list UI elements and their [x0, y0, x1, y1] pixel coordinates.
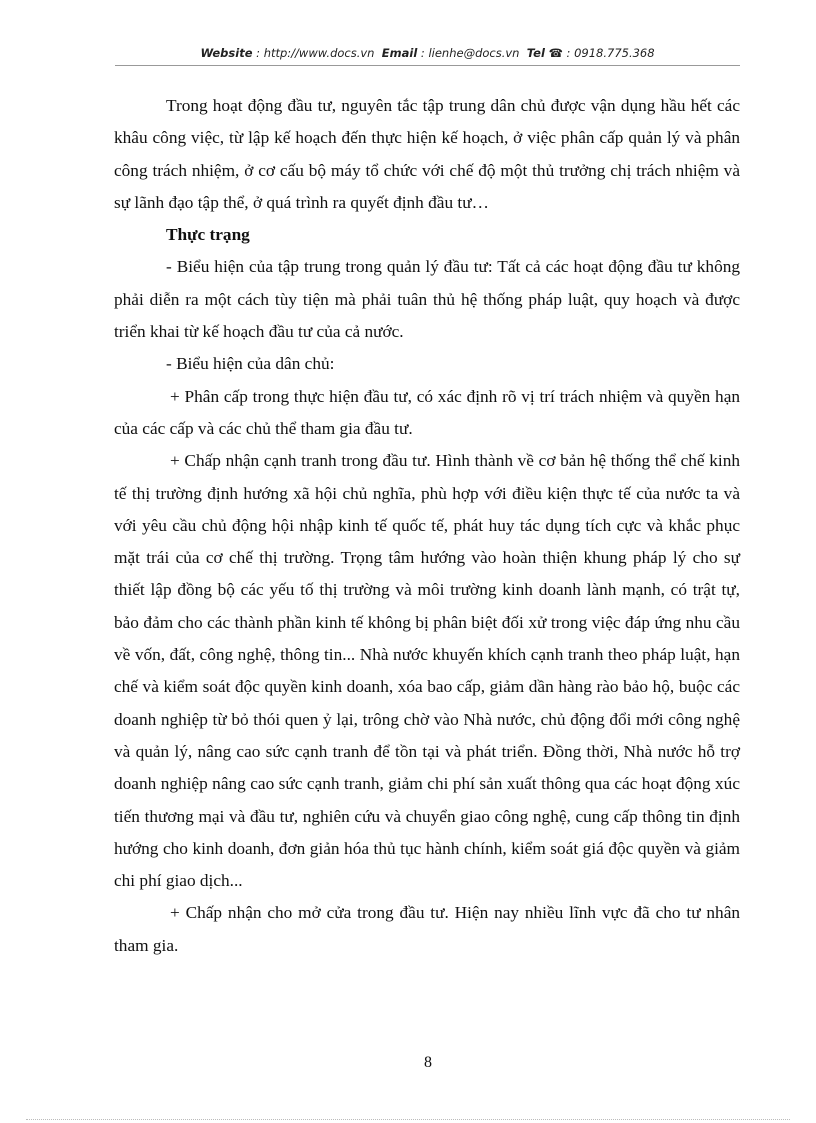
page-header [115, 46, 740, 60]
website-value: : http://www.docs.vn [256, 46, 375, 60]
paragraph-centralization: - Biểu hiện của tập trung trong quản lý đầu tư: Tất cả các hoạt động đầu tư không phải diễn ra một cách tùy tiện mà phải tuân thủ hệ thống pháp luật, quy hoạch và được triển khai từ kế hoạch đầu tư của cả nước. [114, 257, 740, 342]
paragraph-competition: + Chấp nhận cạnh tranh trong đầu tư. Hình thành về cơ bản hệ thống thể chế kinh tế thị trường định hướng xã hội chủ nghĩa, phù hợp với điều kiện thực tế của nước ta và với yêu cầu chủ động hội nhập kinh tế quốc tế, phát huy tác dụng tích cực và khắc phục mặt trái của cơ chế thị trường. Trọng tâm hướng vào hoàn thiện khung pháp lý cho sự thiết lập đồng bộ các yếu tố thị trường và môi trường kinh doanh lành mạnh, có trật tự, bảo đảm cho các thành phần kinh tế không bị phân biệt đối xử trong việc đáp ứng nhu cầu về vốn, đất, công nghệ, thông tin... Nhà nước khuyến khích cạnh tranh theo pháp luật, hạn chế và kiểm soát độc quyền kinh doanh, xóa bao cấp, giảm dần hàng rào bảo hộ, buộc các doanh nghiệp từ bỏ thói quen ỷ lại, trông chờ vào Nhà nước, chủ động đổi mới công nghệ và quản lý, nâng cao sức cạnh tranh để tồn tại và phát triển. Đồng thời, Nhà nước hỗ trợ doanh nghiệp nâng cao sức cạnh tranh, giảm chi phí sản xuất thông qua các hoạt động xúc tiến thương mại và đầu tư, nghiên cứu và chuyển giao công nghệ, cung cấp thông tin định hướng cho kinh doanh, đơn giản hóa thủ tục hành chính, kiểm soát giá độc quyền và giảm chi phí giao dịch... [114, 451, 740, 891]
paragraph-intro: Trong hoạt động đầu tư, nguyên tắc tập trung dân chủ được vận dụng hầu hết các khâu công việc, từ lập kế hoạch đến thực hiện kế hoạch, ở việc phân cấp quản lý và phân công trách nhiệm, ở cơ cấu bộ máy tổ chức với chế độ một thủ trưởng chị trách nhiệm và sự lãnh đạo tập thể, ở quá trình ra quyết định đầu tư… [114, 96, 740, 212]
page-number: 8 [424, 1054, 432, 1071]
phone-icon: ☎ [548, 46, 563, 60]
email-value: : lienhe@docs.vn [420, 46, 520, 60]
header-divider [115, 65, 740, 66]
tel-label: Tel [526, 46, 545, 60]
document-body [114, 90, 740, 962]
tel-value: : 0918.775.368 [566, 46, 655, 60]
paragraph-opening: + Chấp nhận cho mở cửa trong đầu tư. Hiện nay nhiều lĩnh vực đã cho tư nhân tham gia. [114, 903, 740, 955]
website-label: Website [200, 46, 253, 60]
footer-divider [26, 1119, 790, 1120]
section-heading: Thực trạng [166, 225, 250, 245]
email-label: Email [381, 46, 418, 60]
paragraph-democracy-label: - Biểu hiện của dân chủ: [166, 354, 335, 374]
paragraph-decentralization: + Phân cấp trong thực hiện đầu tư, có xác định rõ vị trí trách nhiệm và quyền hạn của các cấp và các chủ thể tham gia đầu tư. [114, 386, 740, 438]
